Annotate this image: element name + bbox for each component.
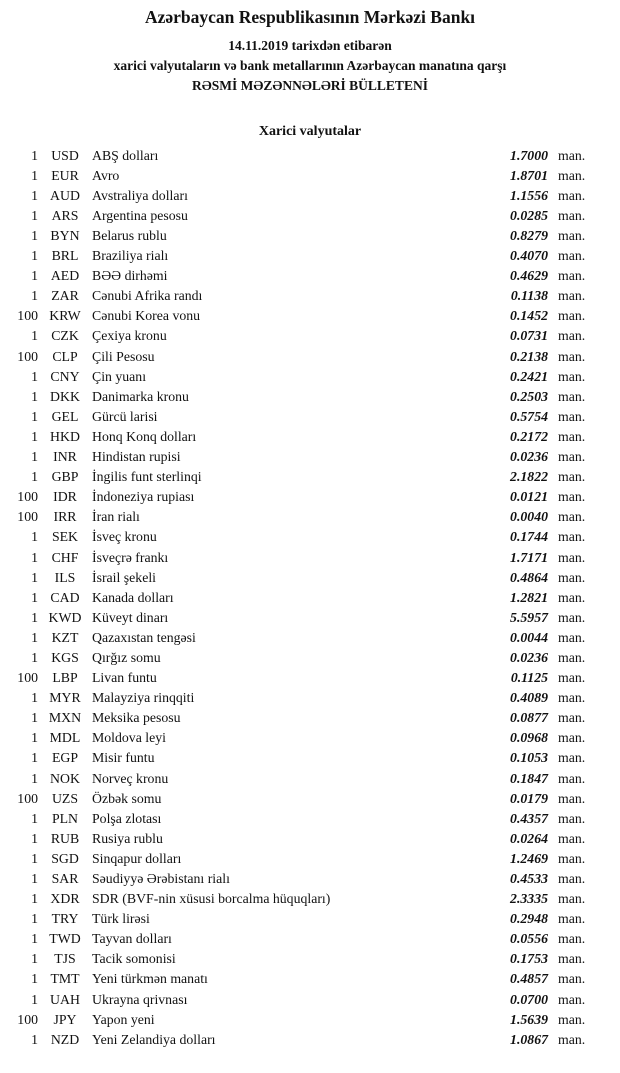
currency-name: Türk lirəsi bbox=[92, 911, 150, 927]
unit-label: man. bbox=[558, 730, 586, 746]
currency-name: Çili Pesosu bbox=[92, 348, 155, 364]
currency-code: KWD bbox=[48, 609, 82, 625]
rate-row bbox=[8, 889, 596, 909]
currency-quantity: 1 bbox=[31, 810, 38, 826]
currency-quantity: 1 bbox=[31, 529, 38, 545]
rate-value: 0.4357 bbox=[510, 810, 548, 826]
rate-value: 0.4629 bbox=[510, 268, 548, 284]
rate-row bbox=[8, 548, 596, 568]
rate-row bbox=[8, 708, 596, 728]
unit-label: man. bbox=[558, 609, 586, 625]
rate-value: 0.1452 bbox=[510, 308, 548, 324]
rate-row bbox=[8, 728, 596, 748]
rates-table bbox=[0, 146, 620, 1050]
currency-code: NOK bbox=[50, 770, 80, 786]
unit-label: man. bbox=[558, 810, 586, 826]
unit-label: man. bbox=[558, 187, 586, 203]
bank-title: Azərbaycan Respublikasının Mərkəzi Bankı bbox=[144, 7, 476, 27]
rate-row bbox=[8, 969, 596, 989]
currency-quantity: 1 bbox=[31, 750, 38, 766]
rate-value: 0.0236 bbox=[510, 649, 548, 665]
rate-row bbox=[8, 1030, 596, 1050]
currency-code: TMT bbox=[50, 971, 80, 987]
currency-code: USD bbox=[51, 147, 79, 163]
rate-value: 0.1125 bbox=[510, 670, 548, 686]
rate-value: 1.0867 bbox=[510, 1031, 548, 1047]
rate-row bbox=[8, 688, 596, 708]
currency-name: Livan funtu bbox=[92, 670, 157, 686]
currency-quantity: 1 bbox=[31, 368, 38, 384]
rate-value: 0.8279 bbox=[510, 228, 548, 243]
currency-quantity: 1 bbox=[31, 649, 38, 665]
rate-row bbox=[8, 407, 596, 427]
currency-code: CNY bbox=[50, 368, 80, 384]
currency-quantity: 100 bbox=[17, 489, 38, 505]
currency-quantity: 1 bbox=[31, 891, 38, 907]
currency-code: SEK bbox=[51, 529, 79, 545]
rate-value: 0.4070 bbox=[510, 248, 548, 264]
currency-code: CAD bbox=[50, 589, 80, 605]
currency-code: IDR bbox=[53, 489, 77, 505]
rate-row bbox=[8, 568, 596, 588]
unit-label: man. bbox=[558, 770, 586, 786]
currency-quantity: 1 bbox=[31, 248, 38, 264]
rate-row bbox=[8, 347, 596, 367]
rate-row bbox=[8, 628, 596, 648]
currency-code: XDR bbox=[50, 891, 80, 907]
unit-label: man. bbox=[558, 228, 586, 243]
currency-quantity: 1 bbox=[31, 187, 38, 203]
unit-label: man. bbox=[558, 931, 586, 947]
currency-code: AUD bbox=[50, 187, 80, 203]
unit-label: man. bbox=[558, 750, 586, 766]
rate-row bbox=[8, 186, 596, 206]
unit-label: man. bbox=[558, 268, 586, 284]
currency-code: KGS bbox=[51, 649, 79, 665]
section-title-foreign-currencies: Xarici valyutalar bbox=[258, 123, 362, 139]
currency-quantity: 1 bbox=[31, 951, 38, 967]
currency-code: JPY bbox=[53, 1011, 77, 1027]
rate-row bbox=[8, 427, 596, 447]
rate-row bbox=[8, 387, 596, 407]
currency-name: Hindistan rupisi bbox=[92, 449, 181, 465]
currency-name: Səudiyyə Ərəbistanı rialı bbox=[92, 871, 230, 886]
currency-quantity: 1 bbox=[31, 408, 38, 424]
unit-label: man. bbox=[558, 408, 586, 424]
currency-name: Tacik somonisi bbox=[92, 951, 176, 967]
currency-quantity: 1 bbox=[31, 328, 38, 344]
rate-row bbox=[8, 990, 596, 1010]
rate-value: 0.0236 bbox=[510, 449, 548, 465]
currency-quantity: 1 bbox=[31, 469, 38, 485]
currency-name: İsrail şekeli bbox=[92, 569, 156, 585]
currency-code: MXN bbox=[48, 710, 82, 726]
rate-row bbox=[8, 266, 596, 286]
scope-line: xarici valyutaların və bank metallarının Azərbaycan manatına qarşı bbox=[113, 58, 507, 74]
currency-quantity: 1 bbox=[31, 167, 38, 183]
unit-label: man. bbox=[558, 147, 586, 163]
rate-row bbox=[8, 869, 596, 889]
currency-quantity: 1 bbox=[31, 428, 38, 444]
rate-value: 1.2469 bbox=[510, 850, 548, 866]
rate-value: 0.4857 bbox=[510, 971, 548, 987]
currency-name: Norveç kronu bbox=[92, 770, 169, 786]
currency-name: Yeni Zelandiya dolları bbox=[92, 1031, 216, 1047]
currency-quantity: 100 bbox=[17, 308, 38, 324]
currency-name: İndoneziya rupiası bbox=[92, 489, 195, 505]
unit-label: man. bbox=[558, 549, 586, 565]
currency-name: İran rialı bbox=[92, 509, 140, 525]
currency-code: INR bbox=[53, 449, 77, 465]
rate-row bbox=[8, 507, 596, 527]
rate-value: 1.7000 bbox=[510, 147, 548, 163]
currency-code: IRR bbox=[53, 509, 77, 525]
currency-code: GBP bbox=[51, 469, 79, 485]
rate-value: 0.1847 bbox=[510, 770, 548, 786]
currency-quantity: 1 bbox=[31, 609, 38, 625]
currency-code: MDL bbox=[49, 730, 81, 746]
currency-name: Avro bbox=[92, 167, 120, 183]
rate-value: 0.0556 bbox=[510, 931, 548, 947]
currency-code: SAR bbox=[51, 871, 79, 886]
rate-value: 0.0285 bbox=[510, 207, 548, 223]
currency-quantity: 100 bbox=[17, 509, 38, 525]
currency-quantity: 1 bbox=[31, 931, 38, 947]
unit-label: man. bbox=[558, 469, 586, 485]
currency-name: Gürcü larisi bbox=[92, 408, 158, 424]
unit-label: man. bbox=[558, 589, 586, 605]
currency-name: Braziliya rialı bbox=[92, 248, 169, 264]
currency-name: İsveçrə frankı bbox=[92, 549, 169, 565]
unit-label: man. bbox=[558, 710, 586, 726]
rate-value: 0.0121 bbox=[510, 489, 548, 505]
unit-label: man. bbox=[558, 489, 586, 505]
currency-code: TJS bbox=[54, 951, 76, 967]
currency-quantity: 1 bbox=[31, 288, 38, 304]
rate-row bbox=[8, 226, 596, 246]
rate-row bbox=[8, 769, 596, 789]
currency-name: Kanada dolları bbox=[92, 589, 174, 605]
currency-name: Malayziya rinqqiti bbox=[92, 690, 195, 706]
unit-label: man. bbox=[558, 449, 586, 465]
currency-quantity: 1 bbox=[31, 971, 38, 987]
currency-name: Cənubi Afrika randı bbox=[92, 288, 203, 304]
currency-name: Rusiya rublu bbox=[92, 830, 163, 846]
currency-code: KZT bbox=[51, 629, 79, 645]
rate-value: 0.2138 bbox=[510, 348, 548, 364]
currency-code: EUR bbox=[51, 167, 79, 183]
unit-label: man. bbox=[558, 991, 586, 1007]
rate-row bbox=[8, 166, 596, 186]
currency-name: Avstraliya dolları bbox=[92, 187, 188, 203]
currency-name: ABŞ dolları bbox=[92, 147, 159, 163]
currency-name: Belarus rublu bbox=[92, 228, 167, 243]
currency-quantity: 1 bbox=[31, 449, 38, 465]
currency-name: Honq Konq dolları bbox=[92, 428, 197, 444]
currency-code: GEL bbox=[51, 408, 79, 424]
rate-value: 1.1556 bbox=[510, 187, 548, 203]
currency-quantity: 1 bbox=[31, 589, 38, 605]
unit-label: man. bbox=[558, 951, 586, 967]
unit-label: man. bbox=[558, 569, 586, 585]
rate-value: 0.2503 bbox=[510, 388, 548, 404]
rate-row bbox=[8, 326, 596, 346]
currency-quantity: 100 bbox=[17, 1011, 38, 1027]
rate-value: 0.0040 bbox=[510, 509, 548, 525]
currency-code: MYR bbox=[49, 690, 81, 706]
currency-name: Tayvan dolları bbox=[92, 931, 172, 947]
rate-row bbox=[8, 648, 596, 668]
currency-quantity: 1 bbox=[31, 850, 38, 866]
currency-name: Küveyt dinarı bbox=[92, 609, 169, 625]
unit-label: man. bbox=[558, 428, 586, 444]
unit-label: man. bbox=[558, 649, 586, 665]
currency-name: Misir funtu bbox=[92, 750, 155, 766]
currency-quantity: 1 bbox=[31, 690, 38, 706]
currency-name: Qırğız somu bbox=[92, 649, 161, 665]
rate-value: 0.4864 bbox=[510, 569, 548, 585]
currency-name: Meksika pesosu bbox=[92, 710, 181, 726]
rate-value: 0.4533 bbox=[510, 871, 548, 886]
rate-row bbox=[8, 467, 596, 487]
rate-row bbox=[8, 849, 596, 869]
currency-code: CZK bbox=[51, 328, 79, 344]
rate-value: 0.0179 bbox=[510, 790, 548, 806]
unit-label: man. bbox=[558, 850, 586, 866]
rate-value: 1.7171 bbox=[510, 549, 548, 565]
currency-quantity: 1 bbox=[31, 569, 38, 585]
currency-name: Ukrayna qrivnası bbox=[92, 991, 188, 1007]
unit-label: man. bbox=[558, 670, 586, 686]
currency-name: Yeni türkmən manatı bbox=[92, 971, 208, 987]
bulletin-title-line: RƏSMİ MƏZƏNNƏLƏRİ BÜLLETENİ bbox=[192, 78, 428, 94]
currency-code: HKD bbox=[50, 428, 80, 444]
unit-label: man. bbox=[558, 871, 586, 886]
rate-value: 0.0877 bbox=[510, 710, 548, 726]
currency-code: BYN bbox=[50, 228, 80, 243]
rate-value: 0.0700 bbox=[510, 991, 548, 1007]
rate-row bbox=[8, 487, 596, 507]
rate-value: 1.8701 bbox=[510, 167, 548, 183]
unit-label: man. bbox=[558, 308, 586, 324]
currency-code: NZD bbox=[50, 1031, 80, 1047]
unit-label: man. bbox=[558, 1031, 586, 1047]
currency-quantity: 1 bbox=[31, 228, 38, 243]
currency-quantity: 1 bbox=[31, 730, 38, 746]
rate-row bbox=[8, 246, 596, 266]
unit-label: man. bbox=[558, 388, 586, 404]
unit-label: man. bbox=[558, 971, 586, 987]
unit-label: man. bbox=[558, 891, 586, 907]
currency-quantity: 100 bbox=[17, 670, 38, 686]
unit-label: man. bbox=[558, 167, 586, 183]
currency-quantity: 1 bbox=[31, 871, 38, 886]
rate-row bbox=[8, 306, 596, 326]
rate-value: 0.0968 bbox=[510, 730, 548, 746]
currency-quantity: 1 bbox=[31, 830, 38, 846]
rate-row bbox=[8, 367, 596, 387]
rate-row bbox=[8, 608, 596, 628]
unit-label: man. bbox=[558, 248, 586, 264]
currency-code: LBP bbox=[52, 670, 78, 686]
unit-label: man. bbox=[558, 288, 586, 304]
currency-name: Yapon yeni bbox=[92, 1011, 155, 1027]
unit-label: man. bbox=[558, 328, 586, 344]
currency-code: UAH bbox=[50, 991, 80, 1007]
currency-code: TWD bbox=[49, 931, 81, 947]
rate-value: 0.1753 bbox=[510, 951, 548, 967]
currency-quantity: 1 bbox=[31, 710, 38, 726]
rate-row bbox=[8, 829, 596, 849]
currency-code: DKK bbox=[50, 388, 80, 404]
unit-label: man. bbox=[558, 207, 586, 223]
rate-value: 0.4089 bbox=[510, 690, 548, 706]
currency-quantity: 1 bbox=[31, 388, 38, 404]
effective-date-line: 14.11.2019 tarixdən etibarən bbox=[228, 37, 392, 53]
rate-value: 0.2172 bbox=[510, 428, 548, 444]
rate-value: 2.3335 bbox=[510, 891, 548, 907]
currency-quantity: 1 bbox=[31, 629, 38, 645]
rate-row bbox=[8, 146, 596, 166]
currency-code: ARS bbox=[51, 207, 79, 223]
rate-row bbox=[8, 668, 596, 688]
rate-row bbox=[8, 286, 596, 306]
rate-value: 1.2821 bbox=[510, 589, 548, 605]
currency-quantity: 1 bbox=[31, 207, 38, 223]
unit-label: man. bbox=[558, 509, 586, 525]
rate-row bbox=[8, 1010, 596, 1030]
unit-label: man. bbox=[558, 368, 586, 384]
rate-row bbox=[8, 949, 596, 969]
currency-quantity: 1 bbox=[31, 268, 38, 284]
currency-name: Polşa zlotası bbox=[92, 810, 162, 826]
currency-code: ZAR bbox=[51, 288, 79, 304]
currency-quantity: 100 bbox=[17, 348, 38, 364]
currency-quantity: 1 bbox=[31, 991, 38, 1007]
rate-value: 0.1138 bbox=[510, 288, 548, 304]
rate-value: 0.2948 bbox=[510, 911, 548, 927]
rate-row bbox=[8, 206, 596, 226]
currency-name: Çexiya kronu bbox=[92, 328, 167, 344]
rate-value: 2.1822 bbox=[510, 469, 548, 485]
currency-name: Danimarka kronu bbox=[92, 388, 189, 404]
currency-name: Argentina pesosu bbox=[92, 207, 188, 223]
currency-code: KRW bbox=[49, 308, 81, 324]
currency-name: BƏƏ dirhəmi bbox=[92, 268, 168, 284]
currency-code: UZS bbox=[51, 790, 79, 806]
document-header bbox=[0, 7, 620, 97]
rate-value: 0.0731 bbox=[510, 328, 548, 344]
currency-name: Çin yuanı bbox=[92, 368, 147, 384]
currency-quantity: 1 bbox=[31, 1031, 38, 1047]
currency-quantity: 1 bbox=[31, 770, 38, 786]
rate-row bbox=[8, 527, 596, 547]
rate-value: 0.1053 bbox=[510, 750, 548, 766]
rate-value: 0.5754 bbox=[510, 408, 548, 424]
currency-quantity: 1 bbox=[31, 911, 38, 927]
rate-row bbox=[8, 447, 596, 467]
unit-label: man. bbox=[558, 529, 586, 545]
unit-label: man. bbox=[558, 790, 586, 806]
rate-row bbox=[8, 809, 596, 829]
currency-name: SDR (BVF-nin xüsusi borcalma hüquqları) bbox=[92, 891, 331, 907]
currency-name: Qazaxıstan tengəsi bbox=[92, 629, 196, 645]
rate-value: 0.0264 bbox=[510, 830, 548, 846]
currency-code: EGP bbox=[51, 750, 79, 766]
currency-name: Sinqapur dolları bbox=[92, 850, 182, 866]
currency-code: AED bbox=[50, 268, 80, 284]
rate-row bbox=[8, 789, 596, 809]
unit-label: man. bbox=[558, 629, 586, 645]
currency-quantity: 1 bbox=[31, 549, 38, 565]
currency-name: İngilis funt sterlinqi bbox=[92, 469, 202, 485]
rate-value: 0.1744 bbox=[510, 529, 548, 545]
unit-label: man. bbox=[558, 1011, 586, 1027]
currency-code: RUB bbox=[50, 830, 80, 846]
currency-name: Moldova leyi bbox=[92, 730, 166, 746]
rate-row bbox=[8, 929, 596, 949]
rate-value: 0.0044 bbox=[510, 629, 548, 645]
unit-label: man. bbox=[558, 348, 586, 364]
currency-name: İsveç kronu bbox=[92, 529, 157, 545]
unit-label: man. bbox=[558, 911, 586, 927]
rate-row bbox=[8, 748, 596, 768]
currency-quantity: 100 bbox=[17, 790, 38, 806]
currency-name: Özbək somu bbox=[92, 790, 162, 806]
rate-value: 1.5639 bbox=[510, 1011, 548, 1027]
currency-code: TRY bbox=[51, 911, 79, 927]
rate-value: 0.2421 bbox=[510, 368, 548, 384]
currency-quantity: 1 bbox=[31, 147, 38, 163]
currency-code: PLN bbox=[51, 810, 79, 826]
currency-code: BRL bbox=[51, 248, 79, 264]
rate-value: 5.5957 bbox=[510, 609, 548, 625]
currency-code: CLP bbox=[52, 348, 78, 364]
currency-code: ILS bbox=[54, 569, 76, 585]
unit-label: man. bbox=[558, 690, 586, 706]
rate-row bbox=[8, 909, 596, 929]
currency-code: CHF bbox=[51, 549, 79, 565]
unit-label: man. bbox=[558, 830, 586, 846]
rate-row bbox=[8, 588, 596, 608]
currency-code: SGD bbox=[51, 850, 79, 866]
currency-name: Cənubi Korea vonu bbox=[92, 308, 201, 324]
